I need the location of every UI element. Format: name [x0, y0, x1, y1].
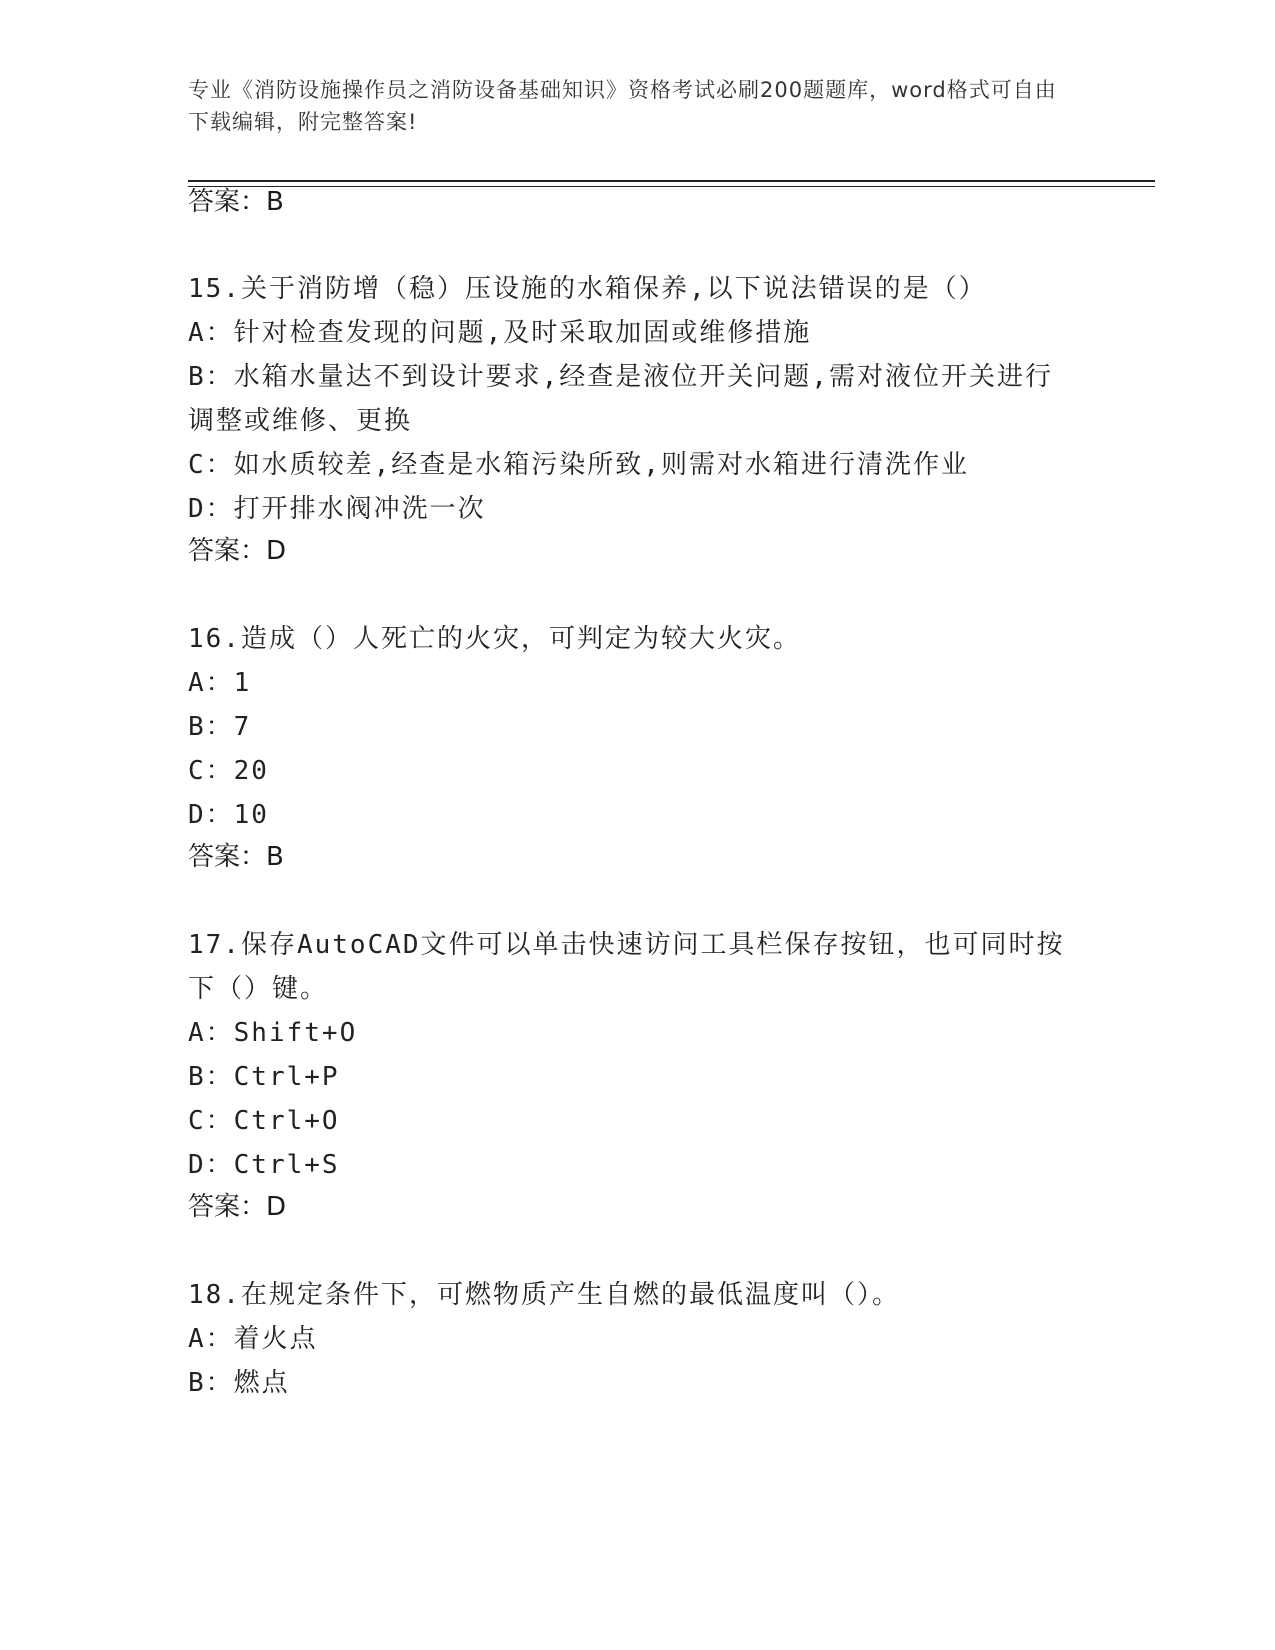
question-16-option-b: B：7	[188, 712, 252, 742]
question-17-answer: 答案：D	[188, 1192, 287, 1222]
question-15-answer: 答案：D	[188, 536, 287, 566]
question-17-option-d: D：Ctrl+S	[188, 1150, 340, 1180]
question-15-option-d: D：打开排水阀冲洗一次	[188, 494, 486, 524]
document-header: 专业《消防设施操作员之消防设备基础知识》资格考试必刷200题题库，word格式可自由下载编辑，附完整答案!	[188, 78, 1057, 134]
question-15-option-b-continued: 调整或维修、更换	[188, 406, 413, 436]
question-17-stem: 17.保存AutoCAD文件可以单击快速访问工具栏保存按钮，也可同时按	[188, 930, 1065, 960]
question-16-answer: 答案：B	[188, 842, 284, 872]
question-18-stem: 18.在规定条件下，可燃物质产生自燃的最低温度叫（）。	[188, 1280, 900, 1310]
question-16-option-d: D：10	[188, 800, 269, 830]
previous-question-answer: 答案：B	[188, 187, 284, 217]
question-17-option-c: C：Ctrl+O	[188, 1106, 340, 1136]
question-15-stem: 15.关于消防增（稳）压设施的水箱保养,以下说法错误的是（）	[188, 274, 987, 304]
header-divider	[188, 180, 1155, 187]
question-15-option-a: A：针对检查发现的问题,及时采取加固或维修措施	[188, 318, 812, 348]
question-15-option-b: B：水箱水量达不到设计要求,经查是液位开关问题,需对液位开关进行	[188, 362, 1053, 392]
question-15-option-c: C：如水质较差,经查是水箱污染所致,则需对水箱进行清洗作业	[188, 450, 969, 480]
question-18-option-a: A：着火点	[188, 1324, 318, 1354]
question-17-option-a: A：Shift+O	[188, 1018, 358, 1048]
question-17-stem-continued: 下（）键。	[188, 974, 329, 1004]
question-16-stem: 16.造成（）人死亡的火灾，可判定为较大火灾。	[188, 624, 801, 654]
question-18-option-b: B：燃点	[188, 1368, 290, 1398]
question-16-option-a: A：1	[188, 668, 252, 698]
question-16-option-c: C：20	[188, 756, 269, 786]
question-17-option-b: B：Ctrl+P	[188, 1062, 340, 1092]
